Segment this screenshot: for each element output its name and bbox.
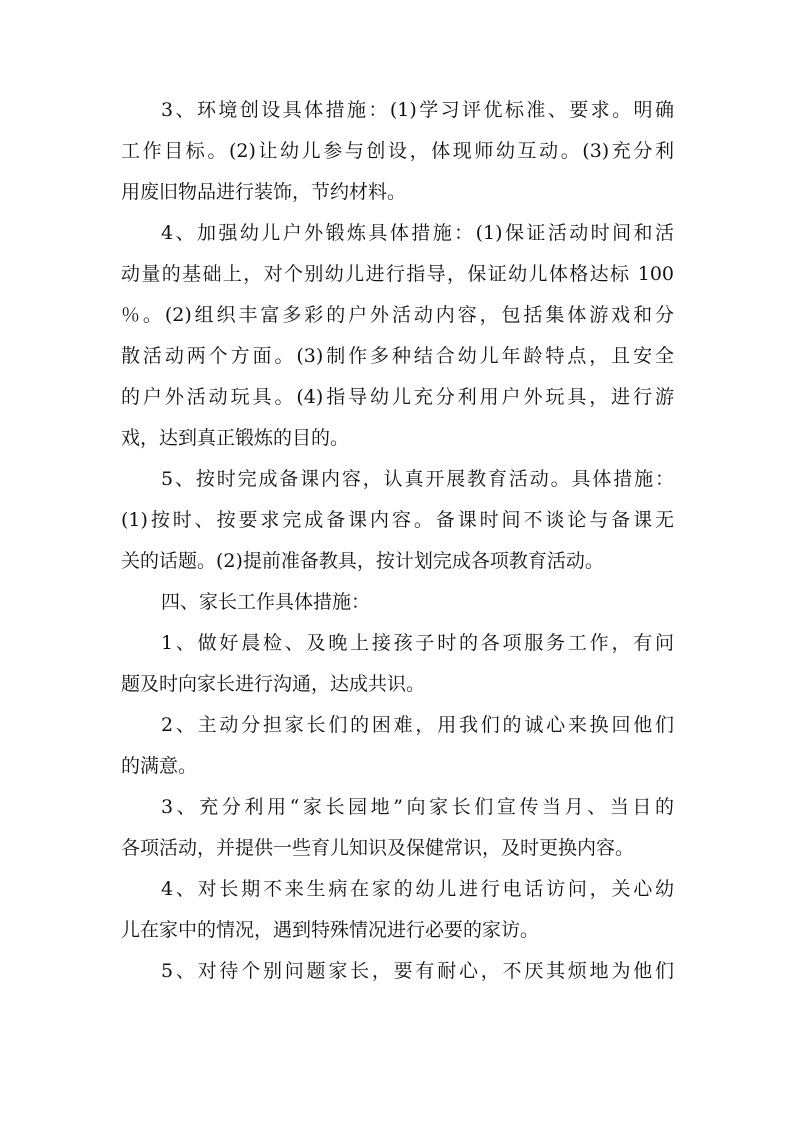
text-line: 3、充分利用“家长园地”向家长们宣传当月、当日的	[161, 796, 674, 818]
paragraph-parent-item-3	[121, 793, 674, 862]
text-line: 5、对待个别问题家长，要有耐心，不厌其烦地为他们	[161, 960, 674, 982]
paragraph-outdoor-exercise-measures	[121, 219, 674, 452]
text-line: 散活动两个方面。(3)制作多种结合幼儿年龄特点，且安全	[121, 345, 674, 367]
text-line: (1)按时、按要求完成备课内容。备课时间不谈论与备课无	[121, 509, 674, 531]
paragraph-parent-item-1	[121, 629, 674, 698]
text-line: 3、环境创设具体措施：(1)学习评优标准、要求。明确	[161, 99, 674, 121]
text-line: 动量的基础上，对个别幼儿进行指导，保证幼儿体格达标 100	[121, 263, 674, 285]
text-line: 的户外活动玩具。(4)指导幼儿充分利用户外玩具，进行游	[121, 386, 674, 408]
text-line: 4、加强幼儿户外锻炼具体措施：(1)保证活动时间和活	[161, 222, 674, 244]
text-line: 各项活动，并提供一些育儿知识及保健常识，及时更换内容。	[121, 837, 635, 859]
text-line: 关的话题。(2)提前准备教具，按计划完成各项教育活动。	[121, 550, 604, 572]
text-line: 1、做好晨检、及晚上接孩子时的各项服务工作，有问	[161, 632, 674, 654]
paragraph-lesson-prep-measures	[121, 465, 674, 575]
text-line: ％。(2)组织丰富多彩的户外活动内容，包括集体游戏和分	[121, 304, 674, 326]
text-line: 的满意。	[121, 755, 198, 777]
text-line: 工作目标。(2)让幼儿参与创设，体现师幼互动。(3)充分利	[121, 140, 674, 162]
text-line: 2、主动分担家长们的困难，用我们的诚心来换回他们	[161, 714, 674, 736]
document-page	[121, 96, 674, 998]
paragraph-parent-item-2	[121, 711, 674, 780]
section-heading-parent-work	[121, 588, 674, 616]
text-line: 题及时向家长进行沟通，达成共识。	[121, 673, 426, 695]
text-line: 4、对长期不来生病在家的幼儿进行电话访问，关心幼	[161, 878, 674, 900]
paragraph-parent-item-5	[121, 957, 674, 985]
text-line: 儿在家中的情况，遇到特殊情况进行必要的家访。	[121, 919, 540, 941]
section-heading: 四、家长工作具体措施：	[161, 591, 371, 613]
paragraph-parent-item-4	[121, 875, 674, 944]
text-line: 用废旧物品进行装饰，节约材料。	[121, 181, 407, 203]
text-line: 5、按时完成备课内容，认真开展教育活动。具体措施：	[161, 468, 674, 490]
text-line: 戏，达到真正锻炼的目的。	[121, 427, 350, 449]
paragraph-environment-measures	[121, 96, 674, 206]
